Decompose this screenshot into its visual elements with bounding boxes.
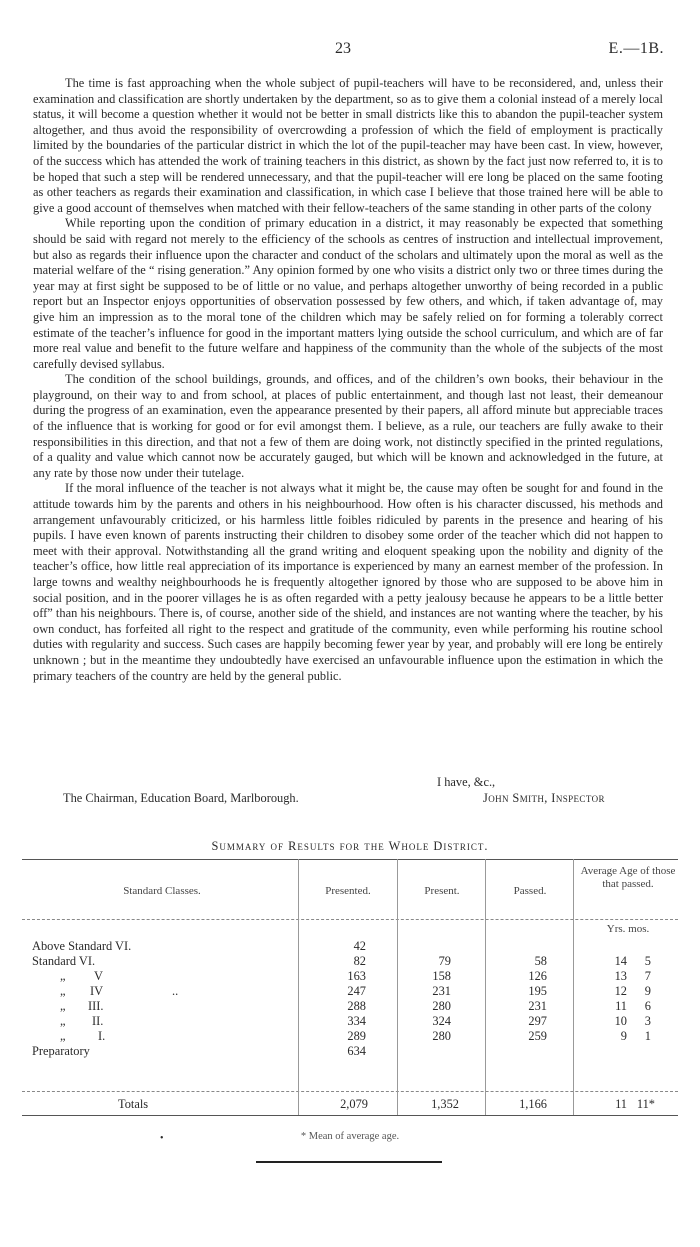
ditto-mark: „ (60, 969, 66, 983)
cell-presented: 634 (347, 1044, 366, 1058)
row-label: IV (90, 984, 104, 998)
cell-present: 79 (438, 954, 451, 968)
total-present: 1,352 (431, 1097, 459, 1111)
cell-presented: 247 (347, 984, 366, 998)
row-label: III. (88, 999, 104, 1013)
totals-label: Totals (118, 1097, 149, 1111)
cell-age-months: 1 (644, 1029, 651, 1043)
total-passed: 1,166 (519, 1097, 547, 1111)
header-standard-classes: Standard Classes. (123, 885, 201, 897)
cell-age-months: 6 (644, 999, 651, 1013)
page-header (0, 40, 700, 62)
ditto-mark: „ (60, 999, 66, 1013)
cell-passed: 297 (528, 1014, 547, 1028)
cell-age-months: 3 (644, 1014, 651, 1028)
paragraph-school-conditions: The condition of the school buildings, grounds, and offices, and of the children’s own books, their behaviour in the playground, on their way to and from school, at places of public entertainment, and though last not least, their demeanour during the progress of an examination, even the appearance presented by their papers, all afford minute but appreciable traces of the influence that is working for good or for evil amongst them. I believe, as a rule, our teachers are fully awake to their responsibilities in this direction, and that not a few of them are doing work, not distinctly specified in the printed regulations, of a quality and value which cannot now be accurately gauged, but which will be known and acknowledged in the future, at any rate by those now under their tutelage. (33, 372, 663, 480)
table-title: Summary of Results for the Whole District. (211, 839, 489, 853)
row-label: Preparatory (32, 1044, 90, 1058)
addressee: The Chairman, Education Board, Marlborough. (63, 791, 299, 805)
row-label: V (94, 969, 103, 983)
row-label: Standard VI. (32, 954, 96, 968)
cell-age-months: 9 (644, 984, 651, 998)
page-number: 23 (335, 40, 351, 57)
cell-presented: 163 (347, 969, 366, 983)
cell-presented: 288 (347, 999, 366, 1013)
cell-passed: 126 (528, 969, 547, 983)
totals-rule (22, 1091, 678, 1092)
paragraph-teacher-influence: If the moral influence of the teacher is not always what it might be, the cause may often be sought for and found in the attitude towards him by the parents and others in his neighbourhood. How often is his character discussed, his methods and arrangement unfavourably criticized, or his harmless little foibles ridiculed by parents in the presence and hearing of his pupils. I have even known of parents instructing their children to disobey some order of the teacher which did not happen to meet with their approval. Notwithstanding all the grand writing and eloquent speaking upon the nobility and dignity of the teacher’s office, how little real appreciation of its importance is experienced by many an earnest member of the profession. In large towns and wealthy neighbourhoods he is frequently altogether ignored by those who are supposed to be above him in social position, and in the poorer villages he is as often regarded with a petty jealousy because he appears to be a little better off” than his neighbours. There is, of course, another side of the shield, and instances are not wanting where the teacher, by his own conduct, has forfeited all right to the respect and gratitude of the community, even while performing his routine school duties with regularity and success. Such cases are happily becoming fewer year by year, and probably will ere long be entirely unknown ; but in the meantime they undoubtedly have exercised an unfavourable influence upon the estimation in which the primary teachers of the country are held by the general public. (33, 481, 663, 683)
cell-presented: 289 (347, 1029, 366, 1043)
table-footnote: * Mean of average age. (300, 1131, 400, 1142)
closing-rule (256, 1161, 442, 1163)
cell-presented: 82 (353, 954, 366, 968)
cell-passed: 195 (528, 984, 547, 998)
cell-age-years: 10 (614, 1014, 627, 1028)
header-rule (22, 919, 678, 920)
cell-present: 158 (432, 969, 451, 983)
cell-age-months: 5 (644, 954, 651, 968)
cell-age-years: 12 (614, 984, 627, 998)
cell-age-months: 7 (644, 969, 651, 983)
ditto-mark: „ (60, 1029, 66, 1043)
row-label: II. (92, 1014, 104, 1028)
total-age-months: 11* (636, 1097, 655, 1111)
cell-passed: 259 (528, 1029, 547, 1043)
header-passed: Passed. (513, 885, 547, 897)
cell-present: 324 (432, 1014, 451, 1028)
closing-line: I have, &c., (437, 775, 496, 789)
cell-passed: 58 (534, 954, 547, 968)
table-bottom-rule (22, 1115, 678, 1116)
report-body (33, 76, 663, 684)
cell-present: 280 (432, 999, 451, 1013)
paragraph-pupil-teachers: The time is fast approaching when the whole subject of pupil-teachers will have to be reconsidered, and, unless their examination and classification are shortly undertaken by the department, so as to give them a colonial instead of a merely local status, it will become a question whether it would not be better in small districts like this to abandon the pupil-teacher system altogether, and thus avoid the responsibility of overcrowding a profession of which the field of employment is practically limited by the boundaries of the particular district in which the lot of the pupil-teacher may have been cast. In view, however, of the success which has attended the work of training teachers in this district, as shown by the fact just now referred to, it is to be hoped that such a step will be rendered unnecessary, and that the pupil-teacher will ere long be placed on the same footing as other teachers as regards their examination and classification, in which case I believe that those trained here will be able to give a good account of themselves when matched with their fellow-teachers of the same standing in other parts of the colony (33, 76, 663, 215)
signer: John Smith, Inspector (483, 791, 605, 805)
cell-presented: 42 (353, 939, 366, 953)
total-presented: 2,079 (340, 1097, 368, 1111)
table-top-rule (22, 859, 678, 860)
total-age-years: 11 (615, 1097, 627, 1111)
cell-age-years: 9 (620, 1029, 627, 1043)
cell-passed: 231 (528, 999, 547, 1013)
document-reference: E.—1B. (608, 40, 664, 57)
header-average-age: Average Age of those that passed. (580, 865, 676, 890)
ditto-mark: „ (60, 984, 66, 998)
cell-age-years: 14 (614, 954, 627, 968)
cell-presented: 334 (347, 1014, 366, 1028)
header-age-unit: Yrs. mos. (606, 923, 650, 935)
cell-present: 280 (432, 1029, 451, 1043)
cell-present: 231 (432, 984, 451, 998)
bullet-mark: • (160, 1133, 164, 1144)
cell-age-years: 13 (614, 969, 627, 983)
leader-dots: .. (172, 984, 179, 998)
paragraph-moral-welfare: While reporting upon the condition of primary education in a district, it may reasonably be expected that something should be said with regard not merely to the efficiency of the schools as centres of instruction and intellectual improvement, but also as regards their influence upon the character and conduct of the scholars and ultimately upon the moral as well as the material welfare of the “ rising generation.” Any opinion formed by one who visits a district only two or three times during the year may at first sight be supposed to be of little or no value, and perhaps altogether unworthy of being recorded in a public report but an Inspector enjoys opportunities of observation possessed by few others, and which, if taken advantage of, may give him an impression as to the moral tone of the children which may be safely relied on for forming a tolerably correct estimate of the teacher’s influence for good in the important matters lying outside the school curriculum, and which are of far more real value and benefit to the future welfare and happiness of the community than the whole of the subjects of the most carefully devised syllabus. (33, 216, 663, 371)
header-presented: Presented. (325, 885, 371, 897)
ditto-mark: „ (60, 1014, 66, 1028)
row-label: Above Standard VI. (32, 939, 132, 953)
results-table (22, 859, 678, 1121)
row-label: I. (98, 1029, 106, 1043)
header-present: Present. (424, 885, 460, 897)
cell-age-years: 11 (615, 999, 627, 1013)
